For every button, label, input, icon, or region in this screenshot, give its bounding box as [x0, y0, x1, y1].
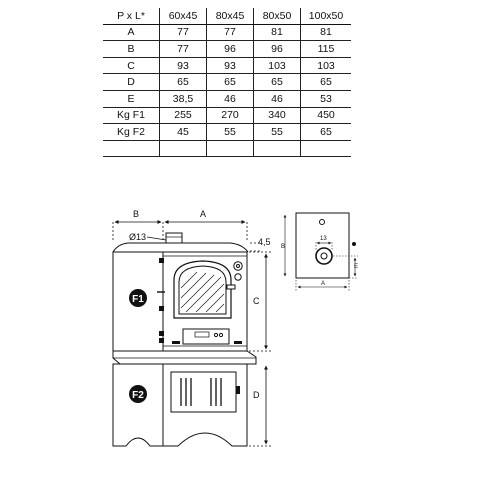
table-cell: C: [103, 57, 160, 74]
table-header-cell: P x L*: [103, 8, 160, 24]
dim-d-label: D: [253, 390, 260, 400]
svg-text:F1: F1: [132, 294, 144, 305]
table-cell: 38,5: [160, 90, 207, 107]
table-cell: 103: [254, 57, 301, 74]
table-cell: 46: [254, 90, 301, 107]
table-cell: 65: [207, 74, 254, 91]
table-cell: 103: [301, 57, 352, 74]
support-slab: [113, 351, 256, 364]
stand-side-panel: [113, 364, 163, 446]
dim-b-label: B: [133, 209, 140, 219]
table-cell: 55: [254, 124, 301, 141]
table-cell: 45: [160, 124, 207, 141]
table-cell: 65: [301, 124, 352, 141]
plate-drawing: [296, 213, 359, 278]
table-cell: 77: [160, 24, 207, 41]
table-cell: 96: [254, 41, 301, 58]
table-header-cell: 100x50: [301, 8, 352, 24]
dim-a-label: A: [200, 209, 207, 219]
plate-dim-e-label: E: [354, 264, 359, 270]
table-cell: 55: [207, 124, 254, 141]
table-cell: 53: [301, 90, 352, 107]
svg-text:F2: F2: [132, 390, 144, 401]
plate-hole-size-label: 13: [320, 236, 327, 242]
table-cell: 65: [160, 74, 207, 91]
oven-hood: [113, 243, 248, 252]
table-cell: 81: [301, 24, 352, 41]
table-header-cell: 60x45: [160, 8, 207, 24]
plate-outline: [296, 213, 349, 278]
flue-diameter-label: Ø13: [129, 232, 147, 242]
module-badge-f2: [129, 385, 147, 403]
table-header-cell: 80x50: [254, 8, 301, 24]
table-cell: 255: [160, 107, 207, 124]
table-cell: 65: [254, 74, 301, 91]
table-cell: 340: [254, 107, 301, 124]
table-header-cell: 80x45: [207, 8, 254, 24]
oven-drawing: [113, 233, 256, 446]
table-cell: 450: [301, 107, 352, 124]
table-cell: 270: [207, 107, 254, 124]
table-cell: Kg F1: [103, 107, 160, 124]
table-cell: 77: [160, 41, 207, 58]
table-cell: 81: [254, 24, 301, 41]
table-cell: 65: [301, 74, 352, 91]
table-cell: E: [103, 90, 160, 107]
flue-offset-label: 4,5: [258, 237, 271, 247]
table-cell: 115: [301, 41, 352, 58]
dim-c-label: C: [253, 296, 260, 306]
table-cell: 77: [207, 24, 254, 41]
plate-dim-a-label: A: [321, 281, 326, 287]
table-cell: D: [103, 74, 160, 91]
table-cell: 46: [207, 90, 254, 107]
table-cell: Kg F2: [103, 124, 160, 141]
table-cell: 93: [160, 57, 207, 74]
table-cell: 96: [207, 41, 254, 58]
table-cell: B: [103, 41, 160, 58]
table-cell: A: [103, 24, 160, 41]
module-badge-f1: [129, 289, 147, 307]
plate-dim-b-label: B: [281, 244, 286, 250]
table-cell: 93: [207, 57, 254, 74]
